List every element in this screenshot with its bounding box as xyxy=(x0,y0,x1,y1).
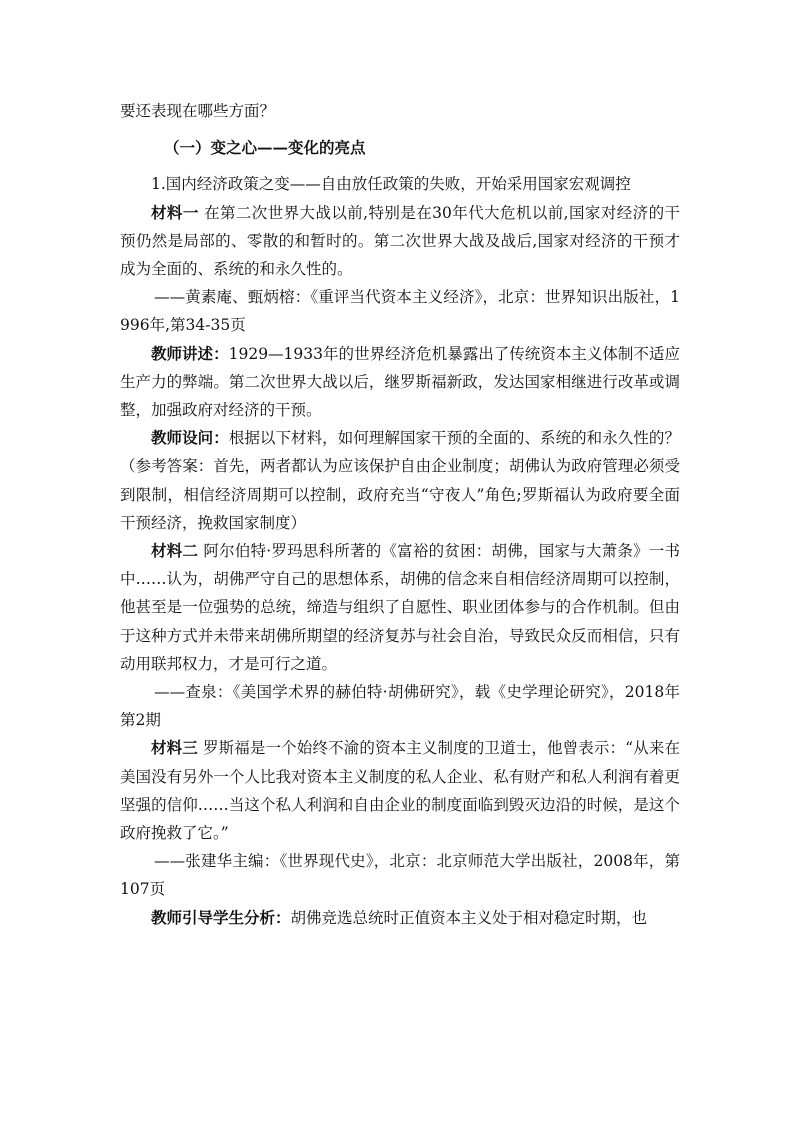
point-1: 1.国内经济政策之变——自由放任政策的失败，开始采用国家宏观调控 xyxy=(151,175,631,194)
material-2-label: 材料二 xyxy=(151,541,199,561)
teacher-guidance-label: 教师引导学生分析： xyxy=(151,907,291,927)
material-1-source: ——黄素庵、甄炳榕：《重评当代资本主义经济》，北京：世界知识出版社，1996年,第34-35页 xyxy=(120,288,680,335)
material-1-label: 材料一 xyxy=(151,202,199,222)
material-3 xyxy=(120,734,680,847)
material-1-text: 在第二次世界大战以前,特别是在30年代大危机以前,国家对经济的干预仍然是局部的、零散的和暂时的。第二次世界大战及战后,国家对经济的干预才成为全面的、系统的和永久性的。 xyxy=(120,203,680,279)
material-1 xyxy=(120,199,680,284)
teacher-narration xyxy=(120,340,680,425)
material-3-source: ——张建华主编：《世界现代史》，北京：北京师范大学出版社，2008年，第107页 xyxy=(120,852,680,899)
lead-line: 要还表现在哪些方面？ xyxy=(120,102,276,120)
material-2-source: ——查泉：《美国学术界的赫伯特·胡佛研究》，载《史学理论研究》，2018年第2期 xyxy=(120,683,680,730)
teacher-narration-label: 教师讲述： xyxy=(151,343,229,363)
teacher-question-label: 教师设问： xyxy=(151,428,229,448)
material-3-text: 罗斯福是一个始终不渝的资本主义制度的卫道士，他曾表示：“从来在美国没有另外一个人比我对资本主义制度的私人企业、私有财产和私人利润有着更坚强的信仰……当这个私人利润和自由企业的制度面临到毁灭边沿的时候，是这个政府挽救了它。” xyxy=(120,739,680,843)
material-3-label: 材料三 xyxy=(151,738,198,758)
teacher-narration-text: 1929—1933年的世界经济危机暴露出了传统资本主义体制不适应生产力的弊端。第二次世界大战以后，继罗斯福新政，发达国家相继进行改革或调整，加强政府对经济的干预。 xyxy=(120,344,680,420)
teacher-guidance xyxy=(120,904,680,932)
material-2-text: 阿尔伯特·罗玛思科所著的《富裕的贫困：胡佛，国家与大萧条》一书中……认为，胡佛严守自己的思想体系，胡佛的信念来自相信经济周期可以控制，他甚至是一位强势的总统，缔造与组织了自愿性、职业团体参与的合作机制。但由于这种方式并未带来胡佛所期望的经济复苏与社会自治，导致民众反而相信，只有动用联邦权力，才是可行之道。 xyxy=(120,542,680,673)
teacher-question xyxy=(120,424,680,537)
document-page xyxy=(120,97,680,932)
section-heading: （一）变之心——变化的亮点 xyxy=(164,138,366,158)
teacher-question-text: 根据以下材料，如何理解国家干预的全面的、系统的和永久性的？（参考答案：首先，两者都认为应该保护自由企业制度；胡佛认为政府管理必须受到限制，相信经济周期可以控制，政府充当“守夜人”角色;罗斯福认为政府要全面干预经济，挽救国家制度） xyxy=(120,429,680,532)
teacher-guidance-text: 胡佛竞选总统时正值资本主义处于相对稳定时期，也 xyxy=(290,908,648,927)
material-2 xyxy=(120,537,680,678)
